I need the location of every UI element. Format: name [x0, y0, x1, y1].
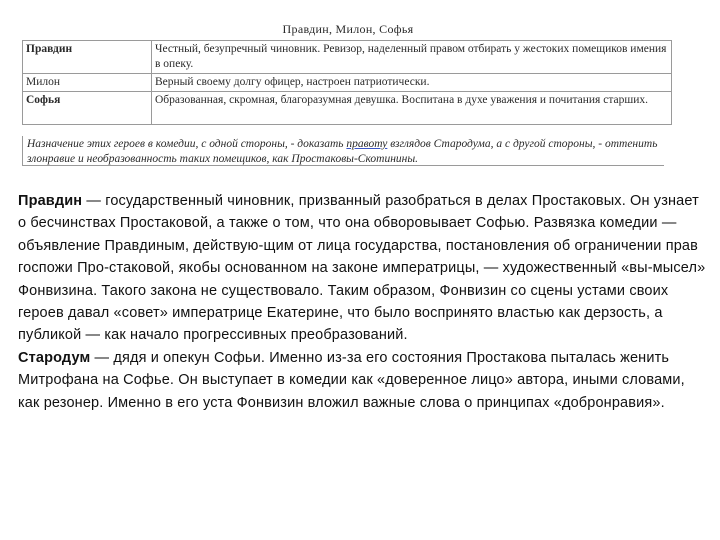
character-name: Правдин — [18, 193, 83, 209]
table-note — [22, 136, 664, 166]
table-row — [23, 92, 672, 125]
paragraph-pravdin — [18, 190, 708, 347]
note-underlined-word: правоту — [346, 138, 388, 150]
character-description: Образованная, скромная, благоразумная девушка. Воспитана в духе уважения и почитания старших. — [152, 92, 672, 125]
character-description: Честный, безупречный чиновник. Ревизор, наделенный правом отбирать у жестоких помещиков имения в опеку. — [152, 41, 672, 74]
character-description: Верный своему долгу офицер, настроен патриотически. — [152, 74, 672, 92]
table-row — [23, 41, 672, 74]
main-text — [18, 190, 708, 414]
characters-table — [22, 40, 672, 125]
character-name: Милон — [23, 74, 152, 92]
character-name: Стародум — [18, 349, 91, 366]
note-text: Назначение этих героев в комедии, с одной стороны, - доказать — [27, 138, 347, 150]
table-row — [23, 74, 672, 92]
scanned-table-image — [16, 20, 680, 170]
paragraph-starodum — [18, 347, 708, 414]
character-name: Правдин — [23, 41, 152, 74]
note-text: взглядов Стародума, а с другой стороны, - оттенить злонравие и необразованность таких помещиков, как Простаковы-Скотинины. — [27, 138, 658, 165]
paragraph-text: — дядя и опекун Софьи. Именно из-за его состояния Простакова пыталась женить Митрофана на Софье. Он выступает в комедии как «доверенное лицо» автора, иными словами, как резонер. Именно в его уста Фонвизин вложил важные слова о принципах «добронравия». — [18, 349, 685, 411]
table-title: Правдин, Милон, Софья — [282, 22, 414, 36]
character-name: Софья — [23, 92, 152, 125]
paragraph-text: — государственный чиновник, призванный разобраться в делах Простаковых. Он узнает о бесчинствах Простаковой, а также о том, что она обворовывает Софью. Развязка комедии — объявление Правдиным, действую-щим от лица государства, постановления об ограничении прав госпожи Про-стаковой, якобы основанном на законе императрицы, — художественный «вы-мысел» Фонвизина. Такого закона не существовало. Таким образом, Фонвизин со сцены устами своих героев давал «совет» императрице Екатерине, что было воспринято властью как дерзость, а публикой — как начало прогрессивных преобразований. — [18, 193, 706, 344]
